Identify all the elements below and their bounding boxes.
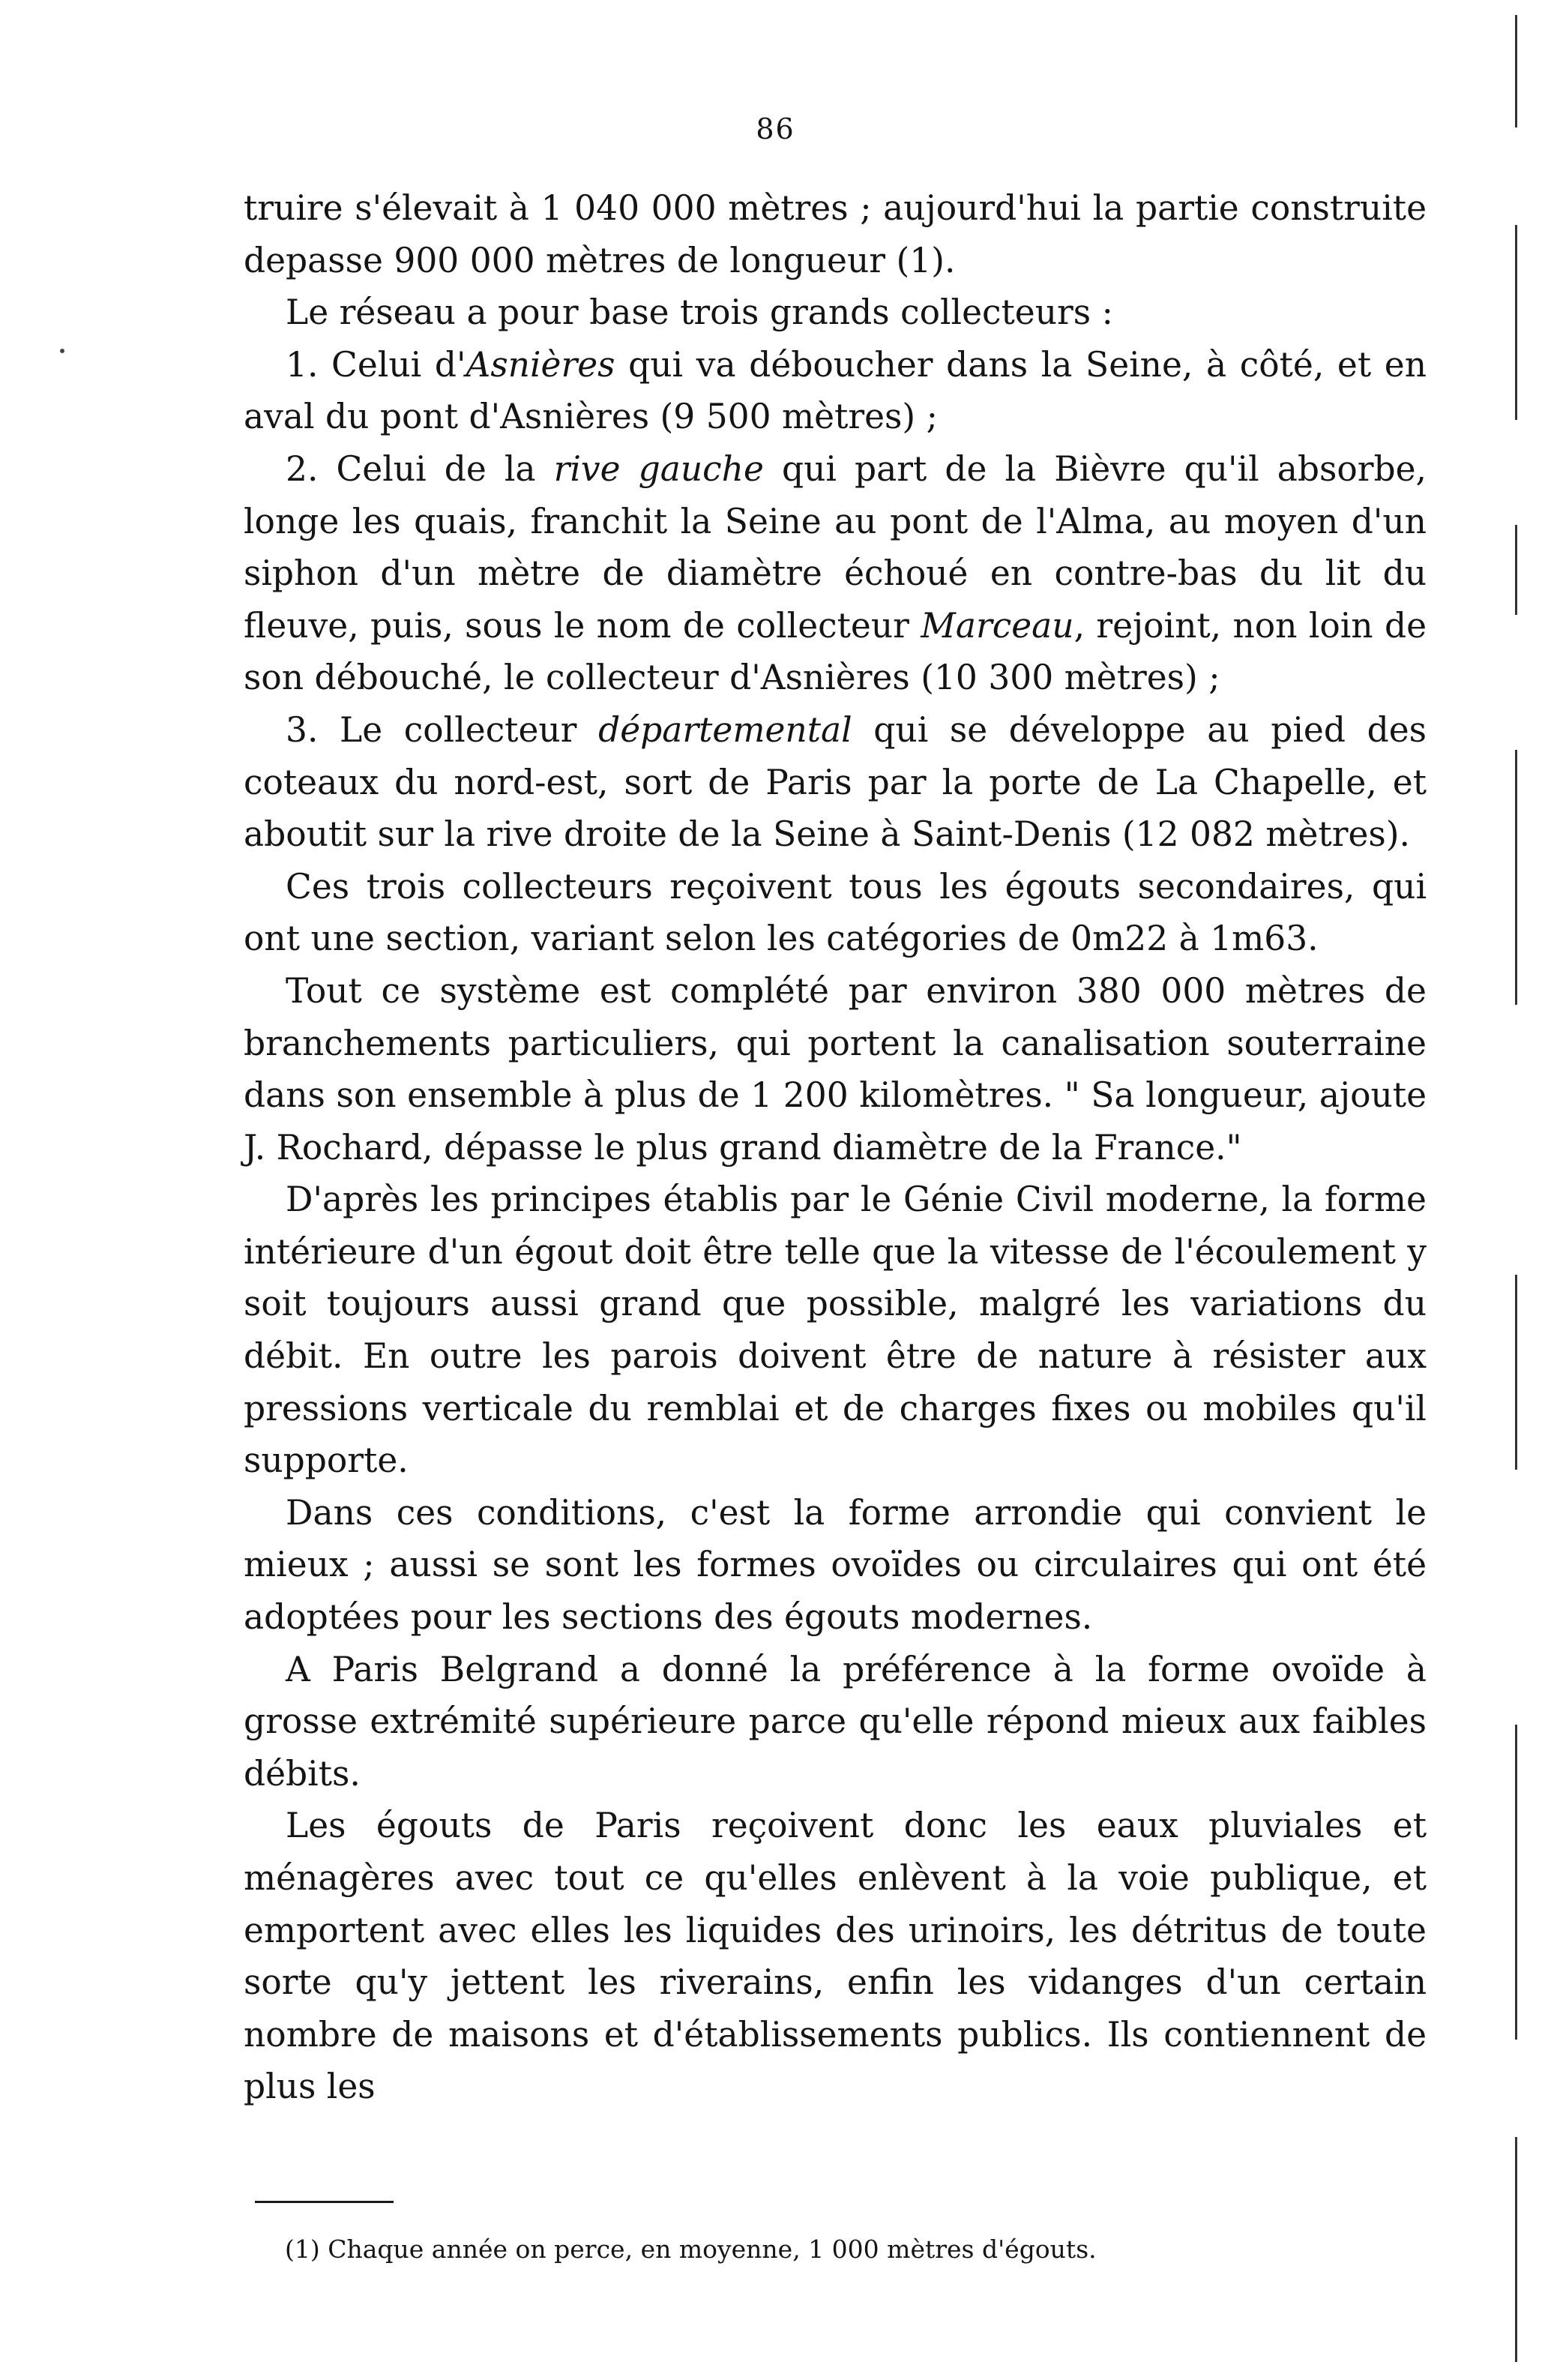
- paragraph-continuation: truire s'élevait à 1 040 000 mètres ; aujourd'hui la partie construite depasse 900 000 mètres de longueur (1).: [244, 188, 1427, 280]
- paragraph-egouts-paris: Les égouts de Paris reçoivent donc les eaux pluviales et ménagères avec tout ce qu'elles enlèvent à la voie publique, et emportent avec elles les liquides des urinoirs, les détritus de toute sorte qu'y jettent les riverains, enfin les vidanges d'un certain nombre de maisons et d'établissements publics. Ils contiennent de plus les: [244, 1806, 1427, 2107]
- paragraph-branchements: Tout ce système est complété par environ 380 000 mètres de branchements particuliers, qui portent la canalisation souterraine dans son ensemble à plus de 1 200 kilomètres. " Sa longueur, ajoute J. Rochard, dépasse le plus grand diamètre de la France.": [244, 970, 1427, 1168]
- scan-edge-marks: [1515, 0, 1521, 2380]
- text-run: 1. Celui d': [286, 344, 466, 385]
- scan-edge-mark: [1515, 15, 1517, 127]
- paragraph-collector-departemental: [244, 704, 1427, 861]
- footnote: (1) Chaque année on perce, en moyenne, 1 000 mètres d'égouts.: [285, 2235, 1097, 2264]
- emphasis-asnieres: Asnières: [466, 344, 615, 385]
- text-run: , rejoint, non loin de son débouché, le collecteur d'Asnières (10 300 mètres) ;: [244, 605, 1427, 698]
- paragraph-genie-civil: D'après les principes établis par le Génie Civil moderne, la forme intérieure d'un égout doit être telle que la vitesse de l'écoulement y soit toujours aussi grand que possible, malgré les variations du débit. En outre les parois doivent être de nature à résister aux pressions verticale du remblai et de charges fixes ou mobiles qu'il supporte.: [244, 1180, 1427, 1481]
- text-run: qui part de la Bièvre qu'il absorbe, longe les quais, franchit la Seine au pont de l'Alma, au moyen d'un siphon d'un mètre de diamètre échoué en contre-bas du lit du fleuve, puis, sous le nom de collecteur: [244, 448, 1427, 646]
- scan-edge-mark: [1515, 225, 1517, 420]
- text-run: qui va déboucher dans la Seine, à côté, et en aval du pont d'Asnières (9 500 mètres) ;: [244, 344, 1427, 437]
- scan-edge-mark: [1515, 525, 1517, 615]
- paragraph-collector-rive-gauche: [244, 443, 1427, 704]
- scan-edge-mark: [1515, 1725, 1517, 2040]
- paragraph-conditions: Dans ces conditions, c'est la forme arrondie qui convient le mieux ; aussi se sont les formes ovoïdes ou circulaires qui ont été adoptées pour les sections des égouts modernes.: [244, 1492, 1427, 1638]
- emphasis-departemental: départemental: [598, 709, 852, 750]
- footnote-divider: [255, 2201, 394, 2203]
- text-run: qui se développe au pied des coteaux du nord-est, sort de Paris par la porte de La Chapelle, et aboutit sur la rive droite de la Seine à Saint-Denis (12 082 mètres).: [244, 709, 1427, 855]
- paragraph-collector-asnieres: [244, 339, 1427, 443]
- paragraph-belgrand: A Paris Belgrand a donné la préférence à la forme ovoïde à grosse extrémité supérieure parce qu'elle répond mieux aux faibles débits.: [244, 1649, 1427, 1794]
- text-run: 3. Le collecteur: [286, 709, 599, 750]
- paragraph-network-intro: Le réseau a pour base trois grands collecteurs :: [286, 292, 1113, 333]
- scan-edge-mark: [1515, 750, 1517, 1005]
- body-text: [244, 182, 1427, 2113]
- scan-edge-mark: [1515, 1275, 1517, 1470]
- scan-speck: [60, 349, 64, 353]
- scan-edge-mark: [1515, 2137, 1517, 2362]
- paragraph-secondary-sewers: Ces trois collecteurs reçoivent tous les égouts secondaires, qui ont une section, variant selon les catégories de 0m22 à 1m63.: [244, 866, 1427, 959]
- emphasis-rive-gauche: rive gauche: [553, 448, 764, 489]
- page-number: 86: [756, 112, 795, 145]
- emphasis-marceau: Marceau: [921, 605, 1074, 646]
- text-run: 2. Celui de la: [286, 448, 554, 489]
